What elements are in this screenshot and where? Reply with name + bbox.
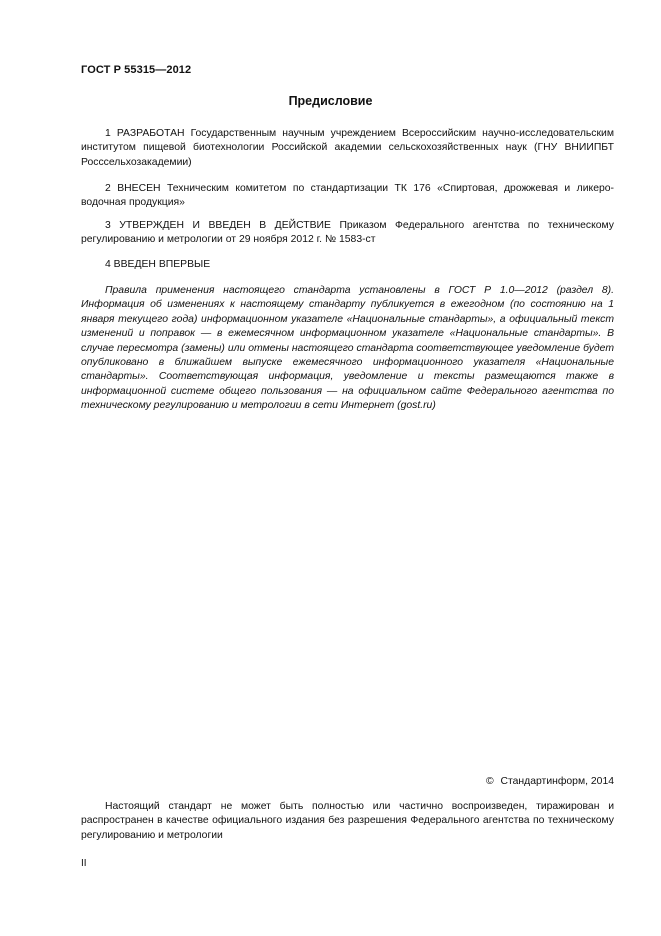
preface-paragraph-3: 3 УТВЕРЖДЕН И ВВЕДЕН В ДЕЙСТВИЕ Приказом Федерального агентства по техническому регулированию и метрологии от 29 ноября 2012 г. № 1583-ст <box>81 220 614 246</box>
page-title: Предисловие <box>288 94 373 108</box>
preface-paragraph-1: 1 РАЗРАБОТАН Государственным научным учреждением Всероссийским научно-исследовательским институтом пищевой биотехнологии Российской академии сельскохозяйственных наук (ГНУ ВНИИПБТ Росссельхозакадемии) <box>81 128 614 168</box>
copyright-text: Стандартинформ, 2014 <box>500 776 614 787</box>
reproduction-restriction-notice: Настоящий стандарт не может быть полностью или частично воспроизведен, тиражирован и распространен в качестве официального издания без разрешения Федерального агентства по техническому регулированию и метрологии <box>81 801 614 841</box>
application-rules-notice: Правила применения настоящего стандарта установлены в ГОСТ Р 1.0—2012 (раздел 8). Информация об изменениях к настоящему стандарту публикуется в ежегодном (по состоянию на 1 января текущего года) информационном указателе «Национальные стандарты», а официальный текст изменений и поправок — в ежемесячном информационном указателе «Национальные стандарты». В случае пересмотра (замены) или отмены настоящего стандарта соответствующее уведомление будет опубликовано в ближайшем выпуске ежемесячного информационного указателя «Национальные стандарты». Соответствующая информация, уведомление и тексты размещаются также в информационной системе общего пользования — на официальном сайте Федерального агентства по техническому регулированию и метрологии в сети Интернет (gost.ru) <box>81 285 614 412</box>
standard-header: ГОСТ Р 55315—2012 <box>81 64 192 76</box>
preface-paragraph-2: 2 ВНЕСЕН Техническим комитетом по стандартизации ТК 176 «Спиртовая, дрожжевая и ликеро-водочная продукция» <box>81 183 614 209</box>
copyright-symbol: © <box>485 776 494 787</box>
copyright-line <box>486 776 614 787</box>
preface-paragraph-4: 4 ВВЕДЕН ВПЕРВЫЕ <box>105 259 211 270</box>
page-number: II <box>81 858 87 869</box>
